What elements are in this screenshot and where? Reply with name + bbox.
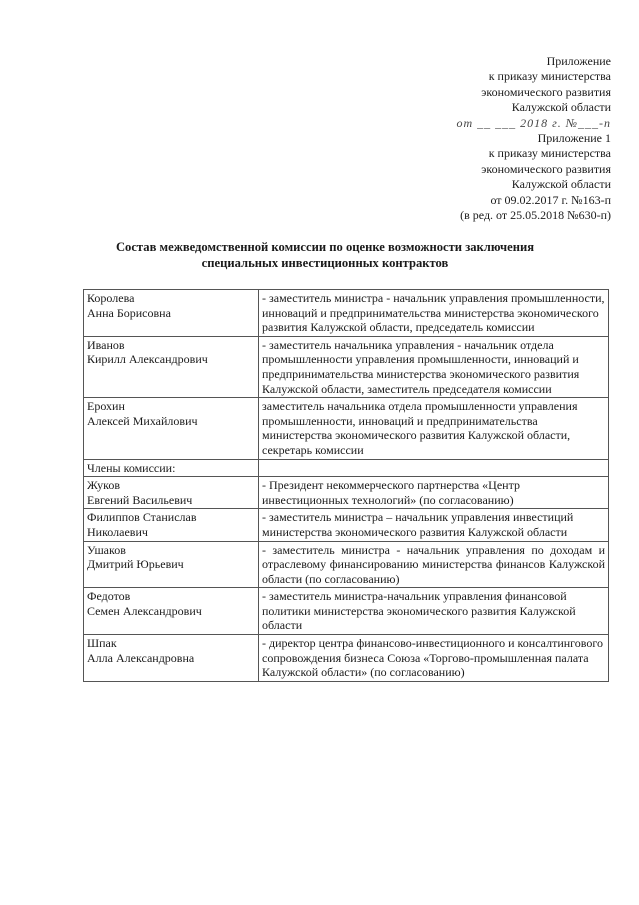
table-row bbox=[84, 509, 609, 541]
appendix-ministry: экономического развития bbox=[481, 84, 611, 99]
member-name bbox=[84, 541, 259, 588]
appendix-order-ref: к приказу министерства bbox=[488, 69, 611, 84]
member-role: - заместитель начальника управления - начальник отдела промышленности управления промышленности, инноваций и предпринимательства министерства экономического развития Калужской области, заместитель председателя комиссии bbox=[259, 336, 609, 397]
member-surname: Иванов bbox=[87, 337, 125, 352]
member-name bbox=[84, 588, 259, 635]
table-row bbox=[84, 398, 609, 459]
member-name bbox=[84, 398, 259, 459]
prev-appendix-ministry: экономического развития bbox=[481, 161, 611, 176]
member-surname: Федотов bbox=[87, 589, 131, 604]
table-row bbox=[84, 290, 609, 337]
member-role: - директор центра финансово-инвестиционного и консалтингового сопровождения бизнеса Союза «Торгово-промышленная палата Калужской области» (по согласованию) bbox=[259, 635, 609, 682]
member-name bbox=[84, 336, 259, 397]
member-role: заместитель начальника отдела промышленности управления промышленности, инноваций и предпринимательства министерства экономического развития Калужской области, секретарь комиссии bbox=[259, 398, 609, 459]
member-given-name: Дмитрий Юрьевич bbox=[87, 557, 184, 572]
member-name bbox=[84, 477, 259, 509]
member-role: - заместитель министра – начальник управления инвестиций министерства экономического развития Калужской области bbox=[259, 509, 609, 541]
commission-table bbox=[83, 289, 609, 682]
appendix-date-handwritten: от __ ___ 2018 г. №___-п bbox=[456, 115, 611, 130]
member-given-name: Алексей Михайлович bbox=[87, 413, 198, 428]
member-surname: Шпак bbox=[87, 636, 117, 651]
table-row bbox=[84, 459, 609, 477]
members-label: Члены комиссии: bbox=[84, 459, 259, 477]
appendix-title: Приложение bbox=[546, 54, 611, 68]
member-surname: Филиппов Станислав bbox=[87, 510, 197, 525]
table-row bbox=[84, 635, 609, 682]
document-title-line-1: Состав межведомственной комиссии по оценке возможности заключения bbox=[115, 240, 535, 254]
members-label-empty bbox=[259, 459, 609, 477]
member-surname: Жуков bbox=[87, 478, 121, 493]
table-row bbox=[84, 541, 609, 588]
prev-appendix-order-ref: к приказу министерства bbox=[488, 146, 611, 161]
table-row bbox=[84, 588, 609, 635]
member-given-name: Алла Александровна bbox=[87, 650, 195, 665]
member-surname: Ушаков bbox=[87, 542, 126, 557]
member-name bbox=[84, 635, 259, 682]
member-surname: Королева bbox=[87, 291, 135, 305]
member-given-name: Анна Борисовна bbox=[87, 305, 171, 320]
member-role: - заместитель министра - начальник управления по доходам и отраслевому финансированию министерства финансов Калужской области (по согласованию) bbox=[259, 541, 609, 588]
member-given-name: Кирилл Александрович bbox=[87, 352, 208, 367]
member-name bbox=[84, 290, 259, 337]
appendix-region: Калужской области bbox=[511, 100, 611, 115]
member-given-name: Евгений Васильевич bbox=[87, 492, 193, 507]
appendix-header bbox=[391, 54, 611, 223]
member-role: - заместитель министра - начальник управления промышленности, инноваций и предпринимательства министерства экономического развития Калужской области, председатель комиссии bbox=[259, 290, 609, 337]
member-given-name: Николаевич bbox=[87, 524, 148, 539]
table-row bbox=[84, 336, 609, 397]
prev-appendix-region: Калужской области bbox=[511, 177, 611, 192]
prev-appendix-date: от 09.02.2017 г. №163-п bbox=[490, 192, 611, 207]
member-name bbox=[84, 509, 259, 541]
document-title-line-2: специальных инвестиционных контрактов bbox=[201, 256, 449, 270]
member-given-name: Семен Александрович bbox=[87, 603, 202, 618]
member-role: - Президент некоммерческого партнерства «Центр инвестиционных технологий» (по согласованию) bbox=[259, 477, 609, 509]
prev-appendix-title: Приложение 1 bbox=[537, 131, 611, 146]
member-role: - заместитель министра-начальник управления финансовой политики министерства экономического развития Калужской области bbox=[259, 588, 609, 635]
table-row bbox=[84, 477, 609, 509]
member-surname: Ерохин bbox=[87, 399, 125, 414]
prev-appendix-revision: (в ред. от 25.05.2018 №630-п) bbox=[460, 208, 611, 223]
document-title bbox=[60, 239, 590, 271]
